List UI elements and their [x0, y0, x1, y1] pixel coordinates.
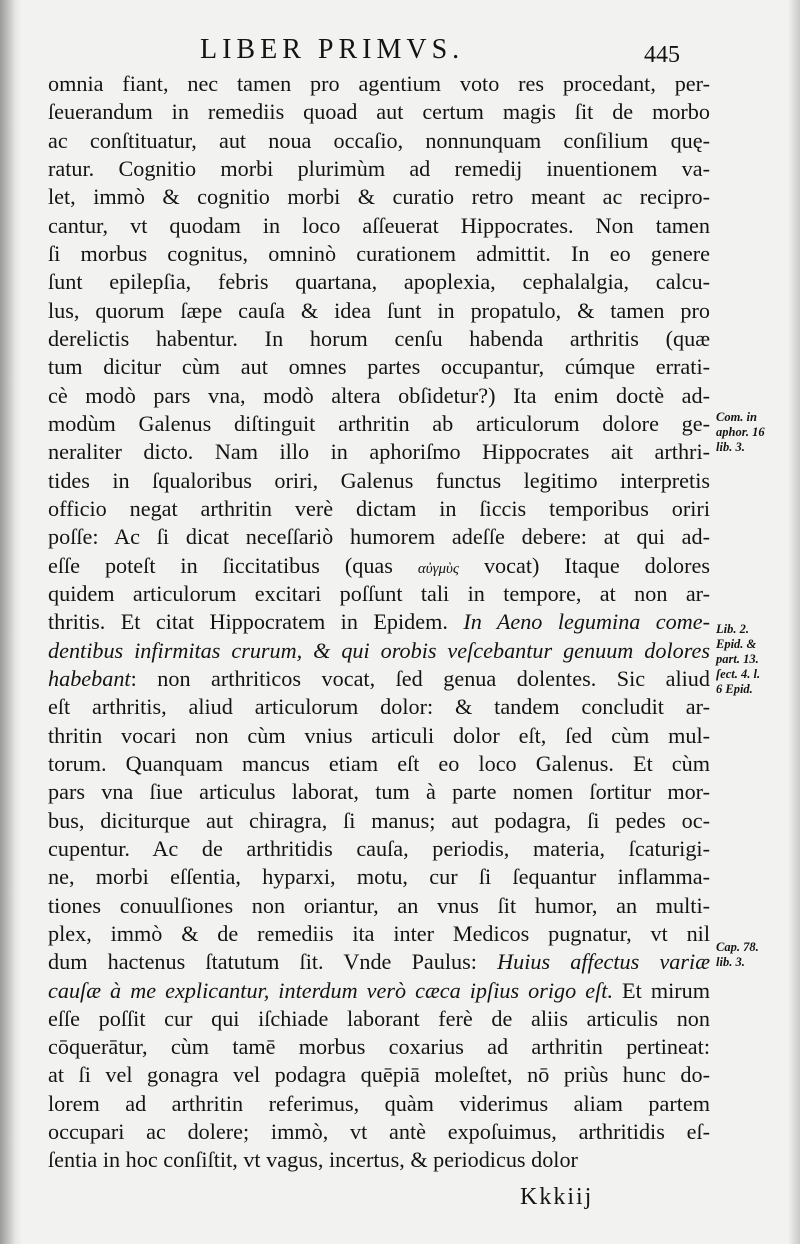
- text-line: tiones conuulſiones non oriantur, an vnus ſit humor, an multi-: [48, 892, 710, 918]
- text-line: ſeuerandum in remediis quoad aut certum magis ſit de morbo: [48, 99, 710, 125]
- text-line: cōquerātur, cùm tamē morbus coxarius ad arthritin pertineat:: [48, 1034, 710, 1060]
- text-line: quidem articulorum excitari poſſunt tali in tempore, at non ar-: [48, 580, 710, 606]
- text-line: ac conſtituatur, aut noua occaſio, nonnunquam conſilium quę-: [48, 127, 710, 153]
- text-line: bus, diciturque aut chiragra, ſi manus; aut podagra, ſi pedes oc-: [48, 807, 710, 833]
- text-line: let, immò & cognitio morbi & curatio retro meant ac recipro-: [48, 184, 710, 210]
- text-line: torum. Quanquam mancus etiam eſt eo loco Galenus. Et cùm: [48, 750, 710, 776]
- text-line: cè modò pars vna, modò altera obſidetur?) Ita enim doctè ad-: [48, 382, 710, 408]
- text-line: at ſi vel gonagra vel podagra quēpiā moleſtet, nō priùs hunc do-: [48, 1062, 710, 1088]
- quotation-italic: habebant: [48, 665, 131, 691]
- text-line: officio negat arthritin verè dictam in ſiccis temporibus oriri: [48, 495, 710, 521]
- text-line: ſi morbus cognitus, omninò curationem admittit. In eo genere: [48, 240, 710, 266]
- quotation-italic: cauſæ à me explicantur, interdum verò cæca ipſius origo eſt.: [48, 977, 613, 1003]
- text-line: eſſe poſſit cur qui iſchiade laborant ferè de aliis articulis non: [48, 1005, 710, 1031]
- page-number: 445: [644, 42, 680, 68]
- signature-mark: Kkkiij: [520, 1184, 594, 1210]
- text-line: poſſe: Ac ſi dicat neceſſariò humorem adeſſe debere: at qui ad-: [48, 524, 710, 550]
- text-line: ſentia in hoc conſiſtit, vt vagus, incertus, & periodicus dolor: [48, 1147, 578, 1173]
- page-edge-shadow: [0, 0, 22, 1244]
- text-line: thritis. Et citat Hippocratem in Epidem. In Aeno legumina come-: [48, 609, 710, 635]
- text-line: omnia fiant, nec tamen pro agentium voto res procedant, per-: [48, 71, 710, 96]
- text-line: eſt arthritis, aliud articulorum dolor: & tandem concludit ar-: [48, 694, 710, 720]
- text-line: cantur, vt quodam in loco aſſeuerat Hippocrates. Non tamen: [48, 212, 710, 238]
- text-line: habebant: non arthriticos vocat, ſed genua dolentes. Sic aliud: [48, 665, 710, 691]
- text-line: pars vna ſiue articulus laborat, tum à parte nomen ſortitur mor-: [48, 779, 710, 805]
- margin-note-cap78: Cap. 78. lib. 3.: [716, 940, 759, 969]
- text-line: neraliter dicto. Nam illo in aphoriſmo Hippocrates ait arthri-: [48, 439, 710, 465]
- body-text: [48, 70, 710, 1175]
- text-line: cauſæ à me explicantur, interdum verò cæca ipſius origo eſt. Et mirum: [48, 977, 710, 1003]
- text-line: thritin vocari non cùm vnius articuli dolor eſt, ſed cùm mul-: [48, 722, 710, 748]
- text-line: ne, morbi eſſentia, hyparxi, motu, cur ſi ſequantur inflamma-: [48, 864, 710, 890]
- margin-note-com-aphor: Com. in aphor. 16 lib. 3.: [716, 410, 765, 454]
- text-line: lus, quorum ſæpe cauſa & idea ſunt in propatulo, & tamen pro: [48, 297, 710, 323]
- margin-note-epid: Lib. 2. Epid. & part. 13. ſect. 4. l. 6 Epid.: [716, 622, 761, 696]
- text-line: ratur. Cognitio morbi plurimùm ad remedij inuentionem va-: [48, 155, 710, 181]
- text-line: cupentur. Ac de arthritidis cauſa, periodis, materia, ſcaturigi-: [48, 835, 710, 861]
- text-line: plex, immò & de remediis ita inter Medicos pugnatur, vt nil: [48, 920, 710, 946]
- text-line: lorem ad arthritin referimus, quàm viderimus aliam partem: [48, 1090, 710, 1116]
- running-head: LIBER PRIMVS.: [200, 34, 465, 65]
- text-line: ſunt epilepſia, febris quartana, apoplexia, cephalalgia, calcu-: [48, 269, 710, 295]
- greek-word: αὐγμὺς: [417, 560, 460, 577]
- text-line: occupari ac dolere; immò, vt antè expoſuimus, arthritidis eſ-: [48, 1119, 710, 1145]
- text-line: derelictis habentur. In horum cenſu habenda arthritis (quæ: [48, 325, 710, 351]
- text-line: dum hactenus ſtatutum ſit. Vnde Paulus: Huius affectus variæ: [48, 949, 710, 975]
- text-line: eſſe poteſt in ſiccitatibus (quas αὐγμὺς vocat) Itaque dolores: [48, 552, 710, 578]
- quotation-italic: Huius affectus variæ: [497, 949, 710, 975]
- page-edge-shadow-right: [788, 0, 800, 1244]
- text-line: tum dicitur cùm aut omnes partes occupantur, cúmque errati-: [48, 354, 710, 380]
- text-line: tides in ſqualoribus oriri, Galenus functus legitimo interpretis: [48, 467, 710, 493]
- text-line: dentibus infirmitas crurum, & qui orobis veſcebantur genuum dolores: [48, 637, 710, 663]
- quotation-italic: In Aeno legumina come-: [463, 609, 710, 635]
- text-line: modùm Galenus diſtinguit arthritin ab articulorum dolore ge-: [48, 410, 710, 436]
